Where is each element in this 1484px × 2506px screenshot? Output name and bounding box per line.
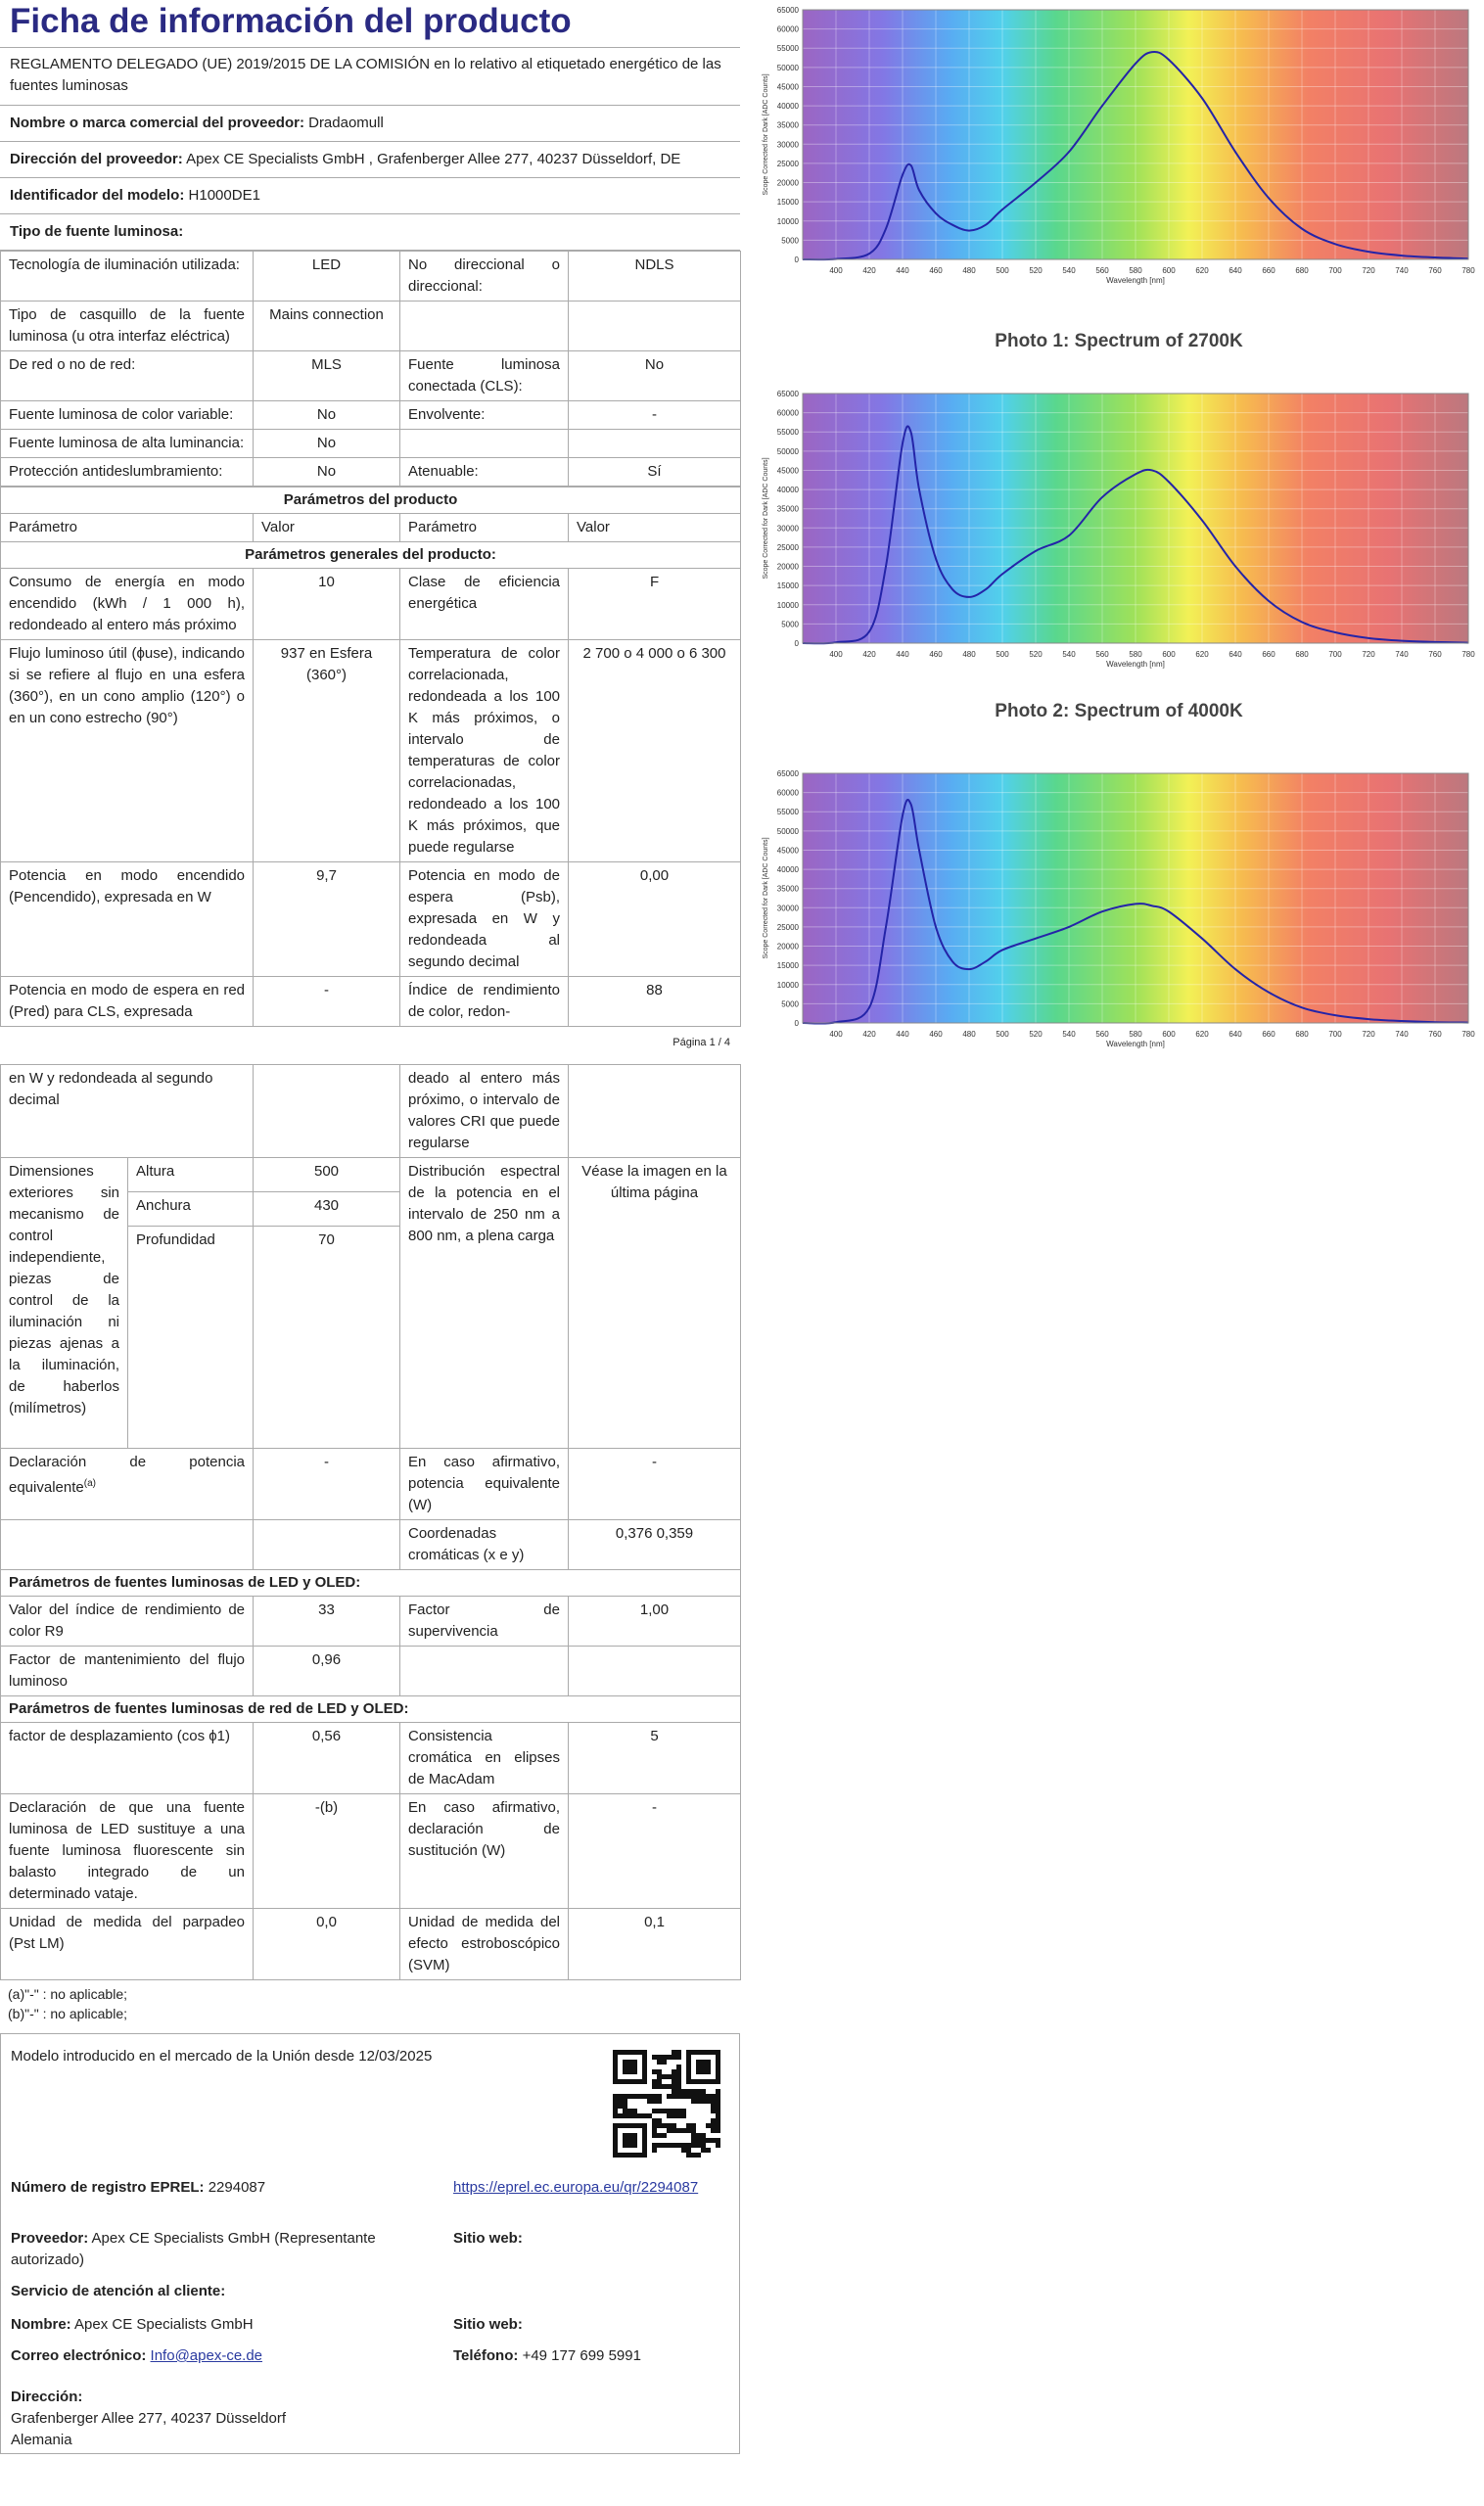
x-tick-label: 680	[1295, 1030, 1309, 1039]
x-tick-label: 400	[829, 266, 843, 275]
y-tick-label: 40000	[776, 486, 799, 495]
param-label: Potencia en modo de espera (Psb), expresada en W y redondeada al segundo decimal	[400, 862, 569, 977]
param-value: -	[569, 401, 741, 430]
x-tick-label: 560	[1095, 266, 1109, 275]
y-tick-label: 5000	[781, 999, 799, 1009]
parameters-table	[0, 487, 741, 1027]
table-row	[1, 430, 741, 458]
table-row	[1, 1597, 741, 1647]
param-label: Fuente luminosa de color variable:	[1, 401, 254, 430]
param-label: De red o no de red:	[1, 351, 254, 401]
x-tick-label: 560	[1095, 650, 1109, 659]
x-axis-label: Wavelength [nm]	[1106, 1040, 1165, 1048]
param-value: 0,1	[569, 1909, 741, 1980]
param-value: 0,56	[254, 1723, 400, 1794]
param-label: Fuente luminosa conectada (CLS):	[400, 351, 569, 401]
x-tick-label: 540	[1062, 1030, 1076, 1039]
param-value: F	[569, 569, 741, 640]
x-tick-label: 480	[962, 1030, 976, 1039]
param-label: Fuente luminosa de alta luminancia:	[1, 430, 254, 458]
page-number: Página 1 / 4	[672, 1037, 730, 1048]
table-row: Potencia en modo de espera en red (Pred) para CLS, expresada - Índice de rendimiento de color, redon- 88	[1, 977, 741, 1027]
x-tick-label: 620	[1195, 1030, 1209, 1039]
product-sheet	[0, 0, 740, 2454]
x-tick-label: 600	[1162, 266, 1176, 275]
dimensions-row: Profundidad 70	[1, 1227, 741, 1449]
x-tick-label: 660	[1262, 1030, 1275, 1039]
param-value: 10	[254, 569, 400, 640]
param-value: -	[569, 1794, 741, 1909]
param-label: factor de desplazamiento (cos ϕ1)	[1, 1723, 254, 1794]
website-label: Sitio web:	[453, 2230, 523, 2247]
x-tick-label: 700	[1328, 1030, 1342, 1039]
spectrum-chart-3	[754, 764, 1484, 1087]
y-axis-label: Scope Corrected for Dark [ADC Counts]	[763, 457, 769, 580]
y-axis-label: Scope Corrected for Dark [ADC Counts]	[763, 73, 769, 196]
param-label: Envolvente:	[400, 401, 569, 430]
param-value: NDLS	[569, 252, 741, 302]
table-row	[1, 569, 741, 640]
parameters-table-continued	[0, 1064, 741, 1980]
table-row	[1, 1794, 741, 1909]
table-row	[1, 351, 741, 401]
param-value: 0,96	[254, 1647, 400, 1696]
param-value: 2 700 o 4 000 o 6 300	[569, 640, 741, 862]
address-line: Grafenberger Allee 277, 40237 Düsseldorf	[11, 2410, 287, 2427]
address-heading: Dirección:	[11, 2389, 83, 2405]
x-tick-label: 680	[1295, 266, 1309, 275]
x-tick-label: 700	[1328, 650, 1342, 659]
y-axis-label: Scope Corrected for Dark [ADC Counts]	[763, 837, 769, 959]
param-label: En caso afirmativo, declaración de sustitución (W)	[400, 1794, 569, 1909]
x-tick-label: 420	[862, 650, 876, 659]
website-label-2: Sitio web:	[453, 2316, 523, 2333]
x-tick-label: 680	[1295, 650, 1309, 659]
y-tick-label: 40000	[776, 865, 799, 875]
y-tick-label: 65000	[776, 6, 799, 15]
x-tick-label: 700	[1328, 266, 1342, 275]
param-label: Consistencia cromática en elipses de MacAdam	[400, 1723, 569, 1794]
x-tick-label: 740	[1395, 650, 1409, 659]
y-tick-label: 20000	[776, 178, 799, 188]
spectrum-chart-1	[754, 0, 1484, 323]
eprel-info-box	[0, 2033, 740, 2454]
address-country: Alemania	[11, 2432, 72, 2448]
y-tick-label: 55000	[776, 808, 799, 817]
param-value: No	[254, 401, 400, 430]
param-value: 937 en Esfera (360°)	[254, 640, 400, 862]
email-row: Correo electrónico: Info@apex-ce.de	[11, 2347, 263, 2364]
x-tick-label: 420	[862, 1030, 876, 1039]
eprel-link[interactable]: https://eprel.ec.europa.eu/qr/2294087	[453, 2179, 699, 2196]
param-label: En caso afirmativo, potencia equivalente (W)	[400, 1449, 569, 1520]
param-label: Coordenadas cromáticas (x e y)	[400, 1520, 569, 1570]
table-row	[1, 1647, 741, 1696]
x-tick-label: 620	[1195, 650, 1209, 659]
table-row	[1, 1909, 741, 1980]
y-tick-label: 5000	[781, 620, 799, 629]
y-tick-label: 20000	[776, 942, 799, 951]
x-tick-label: 460	[929, 1030, 943, 1039]
param-value: No	[254, 458, 400, 487]
table-row	[1, 640, 741, 862]
x-tick-label: 780	[1461, 266, 1475, 275]
address-row: Dirección del proveedor: Apex CE Specialists GmbH , Grafenberger Allee 277, 40237 Düsseldorf, DE	[0, 142, 740, 178]
y-tick-label: 50000	[776, 826, 799, 836]
x-tick-label: 560	[1095, 1030, 1109, 1039]
y-tick-label: 20000	[776, 562, 799, 572]
x-tick-label: 640	[1229, 650, 1242, 659]
x-tick-label: 460	[929, 266, 943, 275]
x-tick-label: 780	[1461, 650, 1475, 659]
general-title: Parámetros generales del producto:	[1, 542, 741, 569]
x-tick-label: 580	[1129, 650, 1142, 659]
param-value	[254, 1520, 400, 1570]
y-tick-label: 65000	[776, 769, 799, 778]
param-value	[569, 302, 741, 351]
table-row	[1, 1723, 741, 1794]
qr-code-icon[interactable]	[613, 2050, 720, 2158]
param-label	[400, 1647, 569, 1696]
param-label: Potencia en modo encendido (Pencendido), expresada en W	[1, 862, 254, 977]
y-tick-label: 10000	[776, 980, 799, 990]
y-tick-label: 0	[794, 255, 799, 264]
param-label: Temperatura de color correlacionada, redondeada a los 100 K más próximos, o intervalo de temperaturas de color correlacionadas, redondeado a los 100 K más próximos, que puede regularse	[400, 640, 569, 862]
param-label: Protección antideslumbramiento:	[1, 458, 254, 487]
y-tick-label: 65000	[776, 390, 799, 398]
chart-caption-2: Photo 2: Spectrum of 4000K	[995, 701, 1243, 721]
x-tick-label: 420	[862, 266, 876, 275]
footnote: (a)"-" : no aplicable;	[8, 1986, 127, 2002]
x-tick-label: 400	[829, 1030, 843, 1039]
y-tick-label: 60000	[776, 788, 799, 798]
param-value: -	[569, 1449, 741, 1520]
x-tick-label: 640	[1229, 266, 1242, 275]
regulation-text: REGLAMENTO DELEGADO (UE) 2019/2015 DE LA COMISIÓN en lo relativo al etiquetado energético de las fuentes luminosas	[0, 48, 740, 106]
param-value: 33	[254, 1597, 400, 1647]
param-value: 9,7	[254, 862, 400, 977]
param-value: Sí	[569, 458, 741, 487]
x-tick-label: 600	[1162, 1030, 1176, 1039]
source-type-heading: Tipo de fuente luminosa:	[0, 214, 740, 251]
y-tick-label: 25000	[776, 159, 799, 168]
email-link[interactable]: Info@apex-ce.de	[150, 2347, 263, 2364]
x-axis-label: Wavelength [nm]	[1106, 276, 1165, 285]
y-tick-label: 25000	[776, 542, 799, 552]
param-label: Flujo luminoso útil (ϕuse), indicando si se refiere al flujo en una esfera (360°), en un cono amplio (120°) o en un cono estrecho (90°)	[1, 640, 254, 862]
param-label	[400, 302, 569, 351]
x-tick-label: 740	[1395, 1030, 1409, 1039]
x-tick-label: 760	[1428, 266, 1442, 275]
x-tick-label: 500	[996, 650, 1009, 659]
x-tick-label: 640	[1229, 1030, 1242, 1039]
table-row	[1, 1520, 741, 1570]
param-value: 5	[569, 1723, 741, 1794]
x-tick-label: 440	[896, 1030, 909, 1039]
x-tick-label: 720	[1362, 266, 1375, 275]
param-value: -(b)	[254, 1794, 400, 1909]
led-title: Parámetros de fuentes luminosas de LED y OLED:	[1, 1570, 741, 1597]
param-label: Tipo de casquillo de la fuente luminosa (u otra interfaz eléctrica)	[1, 302, 254, 351]
table-row: en W y redondeada al segundo decimal deado al entero más próximo, o intervalo de valores CRI que puede regularse	[1, 1065, 741, 1158]
y-tick-label: 55000	[776, 44, 799, 54]
y-tick-label: 30000	[776, 140, 799, 150]
param-value	[569, 430, 741, 458]
param-value: Mains connection	[254, 302, 400, 351]
x-tick-label: 520	[1029, 266, 1043, 275]
supplier-row: Nombre o marca comercial del proveedor: Dradaomull	[0, 106, 740, 142]
y-tick-label: 30000	[776, 524, 799, 534]
y-tick-label: 10000	[776, 216, 799, 226]
x-tick-label: 600	[1162, 650, 1176, 659]
y-tick-label: 10000	[776, 600, 799, 610]
y-tick-label: 60000	[776, 408, 799, 418]
param-value: No	[254, 430, 400, 458]
x-axis-label: Wavelength [nm]	[1106, 660, 1165, 669]
table-row	[1, 458, 741, 487]
red-title: Parámetros de fuentes luminosas de red de LED y OLED:	[1, 1696, 741, 1723]
column-headers: Parámetro Valor Parámetro Valor	[1, 514, 741, 542]
spectrum-chart-2	[754, 384, 1484, 707]
y-tick-label: 45000	[776, 846, 799, 856]
y-tick-label: 55000	[776, 428, 799, 438]
param-value: No	[569, 351, 741, 401]
y-tick-label: 5000	[781, 236, 799, 246]
y-tick-label: 0	[794, 1019, 799, 1028]
dimensions-row: Dimensiones exteriores sin mecanismo de control independiente, piezas de control de la iluminación ni piezas ajenas a la iluminación, de haberlos (milímetros) Altura 500 Distribución espectral de la potencia en el intervalo de 250 nm a 800 nm, a plena carga Véase la imagen en la última página	[1, 1158, 741, 1192]
x-tick-label: 520	[1029, 1030, 1043, 1039]
param-label: Factor de supervivencia	[400, 1597, 569, 1647]
y-tick-label: 60000	[776, 24, 799, 34]
table-row	[1, 862, 741, 977]
param-label: Clase de eficiencia energética	[400, 569, 569, 640]
table-row	[1, 401, 741, 430]
table-row	[1, 302, 741, 351]
chart-caption-1: Photo 1: Spectrum of 2700K	[995, 331, 1243, 351]
param-label: Declaración de potencia equivalente$^{(a)}$	[1, 1449, 254, 1520]
params-title: Parámetros del producto	[1, 487, 741, 514]
x-tick-label: 540	[1062, 650, 1076, 659]
y-tick-label: 50000	[776, 63, 799, 72]
x-tick-label: 720	[1362, 650, 1375, 659]
x-tick-label: 440	[896, 650, 909, 659]
market-intro: Modelo introducido en el mercado de la Unión desde 12/03/2025	[11, 2048, 433, 2065]
y-tick-label: 35000	[776, 884, 799, 894]
model-row: Identificador del modelo: H1000DE1	[0, 178, 740, 214]
y-tick-label: 45000	[776, 82, 799, 92]
param-label: Declaración de que una fuente luminosa de LED sustituye a una fuente luminosa fluorescente sin balasto integrado de un determinado vataje.	[1, 1794, 254, 1909]
param-label: No direccional o direccional:	[400, 252, 569, 302]
y-tick-label: 35000	[776, 120, 799, 130]
phone-row: Teléfono: +49 177 699 5991	[453, 2347, 641, 2364]
param-value: 0,00	[569, 862, 741, 977]
x-tick-label: 500	[996, 1030, 1009, 1039]
x-tick-label: 660	[1262, 266, 1275, 275]
param-value: 1,00	[569, 1597, 741, 1647]
customer-service-heading: Servicio de atención al cliente:	[11, 2283, 226, 2299]
x-tick-label: 740	[1395, 266, 1409, 275]
param-value: LED	[254, 252, 400, 302]
customer-name: Nombre: Apex CE Specialists GmbH	[11, 2316, 254, 2333]
param-value	[569, 1647, 741, 1696]
y-tick-label: 15000	[776, 198, 799, 208]
table-row	[1, 252, 741, 302]
x-tick-label: 520	[1029, 650, 1043, 659]
param-label: Unidad de medida del parpadeo (Pst LM)	[1, 1909, 254, 1980]
param-label: Unidad de medida del efecto estroboscópico (SVM)	[400, 1909, 569, 1980]
x-tick-label: 460	[929, 650, 943, 659]
y-tick-label: 50000	[776, 446, 799, 456]
y-tick-label: 35000	[776, 504, 799, 514]
y-tick-label: 0	[794, 639, 799, 648]
y-tick-label: 25000	[776, 922, 799, 932]
x-tick-label: 660	[1262, 650, 1275, 659]
param-value: 0,376 0,359	[569, 1520, 741, 1570]
y-tick-label: 15000	[776, 961, 799, 971]
param-label: Consumo de energía en modo encendido (kWh / 1 000 h), redondeado al entero más próximo	[1, 569, 254, 640]
x-tick-label: 540	[1062, 266, 1076, 275]
x-tick-label: 580	[1129, 266, 1142, 275]
page-title: Ficha de información del producto	[0, 0, 740, 48]
param-label: Valor del índice de rendimiento de color R9	[1, 1597, 254, 1647]
eprel-number: Número de registro EPREL: 2294087	[11, 2179, 266, 2196]
footnote: (b)"-" : no aplicable;	[8, 2006, 127, 2021]
param-value: -	[254, 1449, 400, 1520]
x-tick-label: 440	[896, 266, 909, 275]
x-tick-label: 720	[1362, 1030, 1375, 1039]
param-label: Factor de mantenimiento del flujo luminoso	[1, 1647, 254, 1696]
y-tick-label: 40000	[776, 102, 799, 112]
param-value: MLS	[254, 351, 400, 401]
x-tick-label: 620	[1195, 266, 1209, 275]
x-tick-label: 400	[829, 650, 843, 659]
y-tick-label: 30000	[776, 904, 799, 913]
param-label: Tecnología de iluminación utilizada:	[1, 252, 254, 302]
dimensions-row: Anchura 430	[1, 1192, 741, 1227]
x-tick-label: 580	[1129, 1030, 1142, 1039]
param-label: Atenuable:	[400, 458, 569, 487]
param-label	[400, 430, 569, 458]
table-row	[1, 1449, 741, 1520]
x-tick-label: 780	[1461, 1030, 1475, 1039]
param-label	[1, 1520, 254, 1570]
proveedor: Proveedor: Apex CE Specialists GmbH (Representante autorizado)	[11, 2230, 376, 2268]
x-tick-label: 500	[996, 266, 1009, 275]
x-tick-label: 760	[1428, 1030, 1442, 1039]
x-tick-label: 480	[962, 650, 976, 659]
source-type-table	[0, 251, 741, 487]
param-value: 0,0	[254, 1909, 400, 1980]
y-tick-label: 45000	[776, 466, 799, 476]
y-tick-label: 15000	[776, 581, 799, 591]
x-tick-label: 480	[962, 266, 976, 275]
x-tick-label: 760	[1428, 650, 1442, 659]
